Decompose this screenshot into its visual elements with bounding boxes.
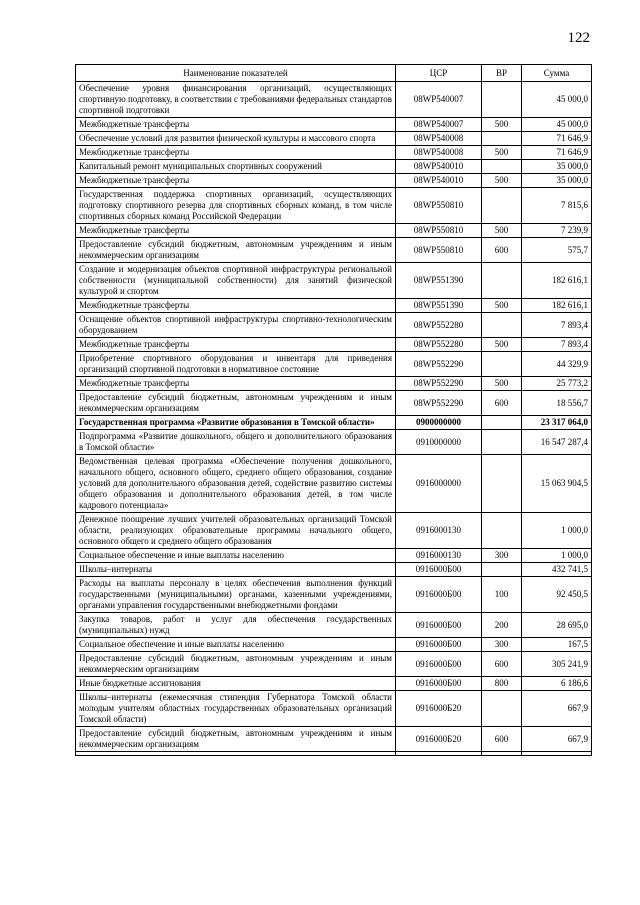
csr-cell: 0916000Б00 (396, 563, 482, 577)
header-sum: Сумма (522, 65, 592, 82)
table-row (76, 188, 592, 224)
name-cell: Обеспечение уровня финансирования организаций, осуществляющих спортивную подготовку, в соответствии с требованиями федеральных стандартов спортивной подготовки (76, 82, 396, 118)
vr-cell (482, 132, 522, 146)
name-cell: Денежное поощрение лучших учителей образовательных организаций Томской области, реализующих образовательные программы начального общего, основного общего и среднего общего образования (76, 513, 396, 549)
vr-cell: 300 (482, 638, 522, 652)
csr-cell: 08WP550810 (396, 224, 482, 238)
header-csr: ЦСР (396, 65, 482, 82)
csr-cell: 08WP552280 (396, 313, 482, 338)
table-row (76, 455, 592, 513)
csr-cell: 0916000130 (396, 513, 482, 549)
name-cell: Закупка товаров, работ и услуг для обеспечения государственных (муниципальных) нужд (76, 613, 396, 638)
sum-cell: 92 450,5 (522, 577, 592, 613)
csr-cell: 08WP552290 (396, 352, 482, 377)
name-cell: Предоставление субсидий бюджетным, автономным учреждениям и иным некоммерческим организациям (76, 652, 396, 677)
name-cell: Капитальный ремонт муниципальных спортивных сооружений (76, 160, 396, 174)
table-row (76, 352, 592, 377)
table-row (76, 549, 592, 563)
name-cell: Подпрограмма «Развитие дошкольного, общего и дополнительного образования в Томской области» (76, 430, 396, 455)
name-cell: Предоставление субсидий бюджетным, автономным учреждениям и иным некоммерческим организациям (76, 727, 396, 752)
csr-cell: 0900000000 (396, 416, 482, 430)
csr-cell: 08WP540008 (396, 132, 482, 146)
vr-cell (482, 513, 522, 549)
sum-cell: 167,5 (522, 638, 592, 652)
table-row (76, 238, 592, 263)
sum-cell: 16 547 287,4 (522, 430, 592, 455)
name-cell: Приобретение спортивного оборудования и инвентаря для приведения организаций спортивной подготовки в нормативное состояние (76, 352, 396, 377)
vr-cell: 500 (482, 338, 522, 352)
name-cell: Государственная программа «Развитие образования в Томской области» (76, 416, 396, 430)
vr-cell (482, 563, 522, 577)
table-row (76, 82, 592, 118)
vr-cell: 500 (482, 224, 522, 238)
sum-cell: 35 000,0 (522, 160, 592, 174)
table-body (76, 82, 592, 756)
vr-cell: 500 (482, 299, 522, 313)
csr-cell: 08WP552280 (396, 338, 482, 352)
sum-cell: 15 063 904,5 (522, 455, 592, 513)
sum-cell: 44 329,9 (522, 352, 592, 377)
name-cell: Межбюджетные трансферты (76, 299, 396, 313)
name-cell: Межбюджетные трансферты (76, 118, 396, 132)
name-cell: Иные бюджетные ассигнования (76, 677, 396, 691)
sum-cell: 23 317 064,0 (522, 416, 592, 430)
sum-cell: 432 741,5 (522, 563, 592, 577)
header-name: Наименование показателей (76, 65, 396, 82)
name-cell: Ведомственная целевая программа «Обеспечение получения дошкольного, начального общего, основного общего, среднего общего образования, создание условий для дополнительного образования детей, содействие развитию системы общего образования и дополнительного образования детей, в том числе кадрового потенциала» (76, 455, 396, 513)
table-row (76, 118, 592, 132)
vr-cell: 500 (482, 118, 522, 132)
sum-cell: 575,7 (522, 238, 592, 263)
header-vr: ВР (482, 65, 522, 82)
sum-cell: 45 000,0 (522, 118, 592, 132)
vr-cell (482, 313, 522, 338)
table-row (76, 727, 592, 752)
table-row (76, 224, 592, 238)
table-row (76, 563, 592, 577)
csr-cell: 08WP540010 (396, 160, 482, 174)
sum-cell: 182 616,1 (522, 263, 592, 299)
sum-cell: 45 000,0 (522, 82, 592, 118)
csr-cell: 08WP540008 (396, 146, 482, 160)
vr-cell (482, 352, 522, 377)
name-cell: Предоставление субсидий бюджетным, автономным учреждениям и иным некоммерческим организациям (76, 391, 396, 416)
table-header-row (76, 65, 592, 82)
sum-cell: 18 556,7 (522, 391, 592, 416)
sum-cell: 6 186,6 (522, 677, 592, 691)
sum-cell: 35 000,0 (522, 174, 592, 188)
table-row (76, 430, 592, 455)
table-row (76, 174, 592, 188)
sum-cell: 305 241,9 (522, 652, 592, 677)
page-number: 122 (567, 30, 590, 46)
name-cell: Социальное обеспечение и иные выплаты населению (76, 638, 396, 652)
csr-cell: 0910000000 (396, 430, 482, 455)
csr-cell: 0916000000 (396, 455, 482, 513)
table-row (76, 691, 592, 727)
csr-cell: 08WP540007 (396, 118, 482, 132)
sum-cell: 7 239,9 (522, 224, 592, 238)
table-row (76, 160, 592, 174)
name-cell: Социальное обеспечение и иные выплаты населению (76, 549, 396, 563)
name-cell: Межбюджетные трансферты (76, 377, 396, 391)
name-cell: Межбюджетные трансферты (76, 174, 396, 188)
name-cell: Государственная поддержка спортивных организаций, осуществляющих подготовку спортивного резерва для спортивных сборных команд, в том числе спортивных сборных команд Российской Федерации (76, 188, 396, 224)
csr-cell: 0916000Б00 (396, 677, 482, 691)
vr-cell (482, 430, 522, 455)
vr-cell: 300 (482, 549, 522, 563)
cutoff-cell (396, 752, 482, 756)
vr-cell (482, 263, 522, 299)
cutoff-row (76, 752, 592, 756)
cutoff-cell (522, 752, 592, 756)
sum-cell: 667,9 (522, 691, 592, 727)
vr-cell (482, 455, 522, 513)
cutoff-cell (76, 752, 396, 756)
table-row (76, 613, 592, 638)
csr-cell: 08WP551390 (396, 263, 482, 299)
vr-cell: 500 (482, 377, 522, 391)
sum-cell: 1 000,0 (522, 513, 592, 549)
name-cell: Обеспечение условий для развития физической культуры и массового спорта (76, 132, 396, 146)
name-cell: Расходы на выплаты персоналу в целях обеспечения выполнения функций государственными (муниципальными) органами, казенными учреждениями, органами управления государственными внебюджетными фондами (76, 577, 396, 613)
csr-cell: 0916000130 (396, 549, 482, 563)
name-cell: Межбюджетные трансферты (76, 224, 396, 238)
table-row (76, 263, 592, 299)
vr-cell: 600 (482, 727, 522, 752)
name-cell: Школы–интернаты (ежемесячная стипендия Губернатора Томской области молодым учителям областных государственных образовательных организаций Томской области) (76, 691, 396, 727)
vr-cell: 600 (482, 238, 522, 263)
csr-cell: 0916000Б00 (396, 613, 482, 638)
name-cell: Оснащение объектов спортивной инфраструктуры спортивно-технологическим оборудованием (76, 313, 396, 338)
sum-cell: 182 616,1 (522, 299, 592, 313)
vr-cell: 600 (482, 652, 522, 677)
sum-cell: 7 815,6 (522, 188, 592, 224)
sum-cell: 7 893,4 (522, 313, 592, 338)
table-row (76, 299, 592, 313)
vr-cell (482, 82, 522, 118)
csr-cell: 08WP540007 (396, 82, 482, 118)
vr-cell (482, 188, 522, 224)
vr-cell (482, 160, 522, 174)
name-cell: Создание и модернизация объектов спортивной инфраструктуры региональной собственности (муниципальной собственности) для занятий физической культурой и спортом (76, 263, 396, 299)
sum-cell: 28 695,0 (522, 613, 592, 638)
vr-cell: 500 (482, 146, 522, 160)
csr-cell: 0916000Б00 (396, 638, 482, 652)
name-cell: Школы–интернаты (76, 563, 396, 577)
table-row (76, 146, 592, 160)
sum-cell: 71 646,9 (522, 146, 592, 160)
table-row (76, 416, 592, 430)
table-row (76, 652, 592, 677)
csr-cell: 0916000Б20 (396, 727, 482, 752)
csr-cell: 08WP552290 (396, 391, 482, 416)
cutoff-cell (482, 752, 522, 756)
name-cell: Межбюджетные трансферты (76, 146, 396, 160)
name-cell: Межбюджетные трансферты (76, 338, 396, 352)
table-row (76, 638, 592, 652)
vr-cell: 800 (482, 677, 522, 691)
csr-cell: 0916000Б20 (396, 691, 482, 727)
table-row (76, 377, 592, 391)
csr-cell: 0916000Б00 (396, 577, 482, 613)
vr-cell: 200 (482, 613, 522, 638)
vr-cell: 100 (482, 577, 522, 613)
sum-cell: 667,9 (522, 727, 592, 752)
budget-table (75, 64, 592, 756)
vr-cell (482, 416, 522, 430)
vr-cell: 500 (482, 174, 522, 188)
sum-cell: 25 773,2 (522, 377, 592, 391)
vr-cell (482, 691, 522, 727)
vr-cell: 600 (482, 391, 522, 416)
csr-cell: 08WP551390 (396, 299, 482, 313)
csr-cell: 08WP550810 (396, 238, 482, 263)
table-row (76, 338, 592, 352)
csr-cell: 08WP540010 (396, 174, 482, 188)
name-cell: Предоставление субсидий бюджетным, автономным учреждениям и иным некоммерческим организациям (76, 238, 396, 263)
table-row (76, 132, 592, 146)
csr-cell: 08WP552290 (396, 377, 482, 391)
table-row (76, 513, 592, 549)
table-row (76, 391, 592, 416)
sum-cell: 71 646,9 (522, 132, 592, 146)
table-row (76, 677, 592, 691)
csr-cell: 08WP550810 (396, 188, 482, 224)
table-row (76, 577, 592, 613)
sum-cell: 7 893,4 (522, 338, 592, 352)
sum-cell: 1 000,0 (522, 549, 592, 563)
table-row (76, 313, 592, 338)
csr-cell: 0916000Б00 (396, 652, 482, 677)
